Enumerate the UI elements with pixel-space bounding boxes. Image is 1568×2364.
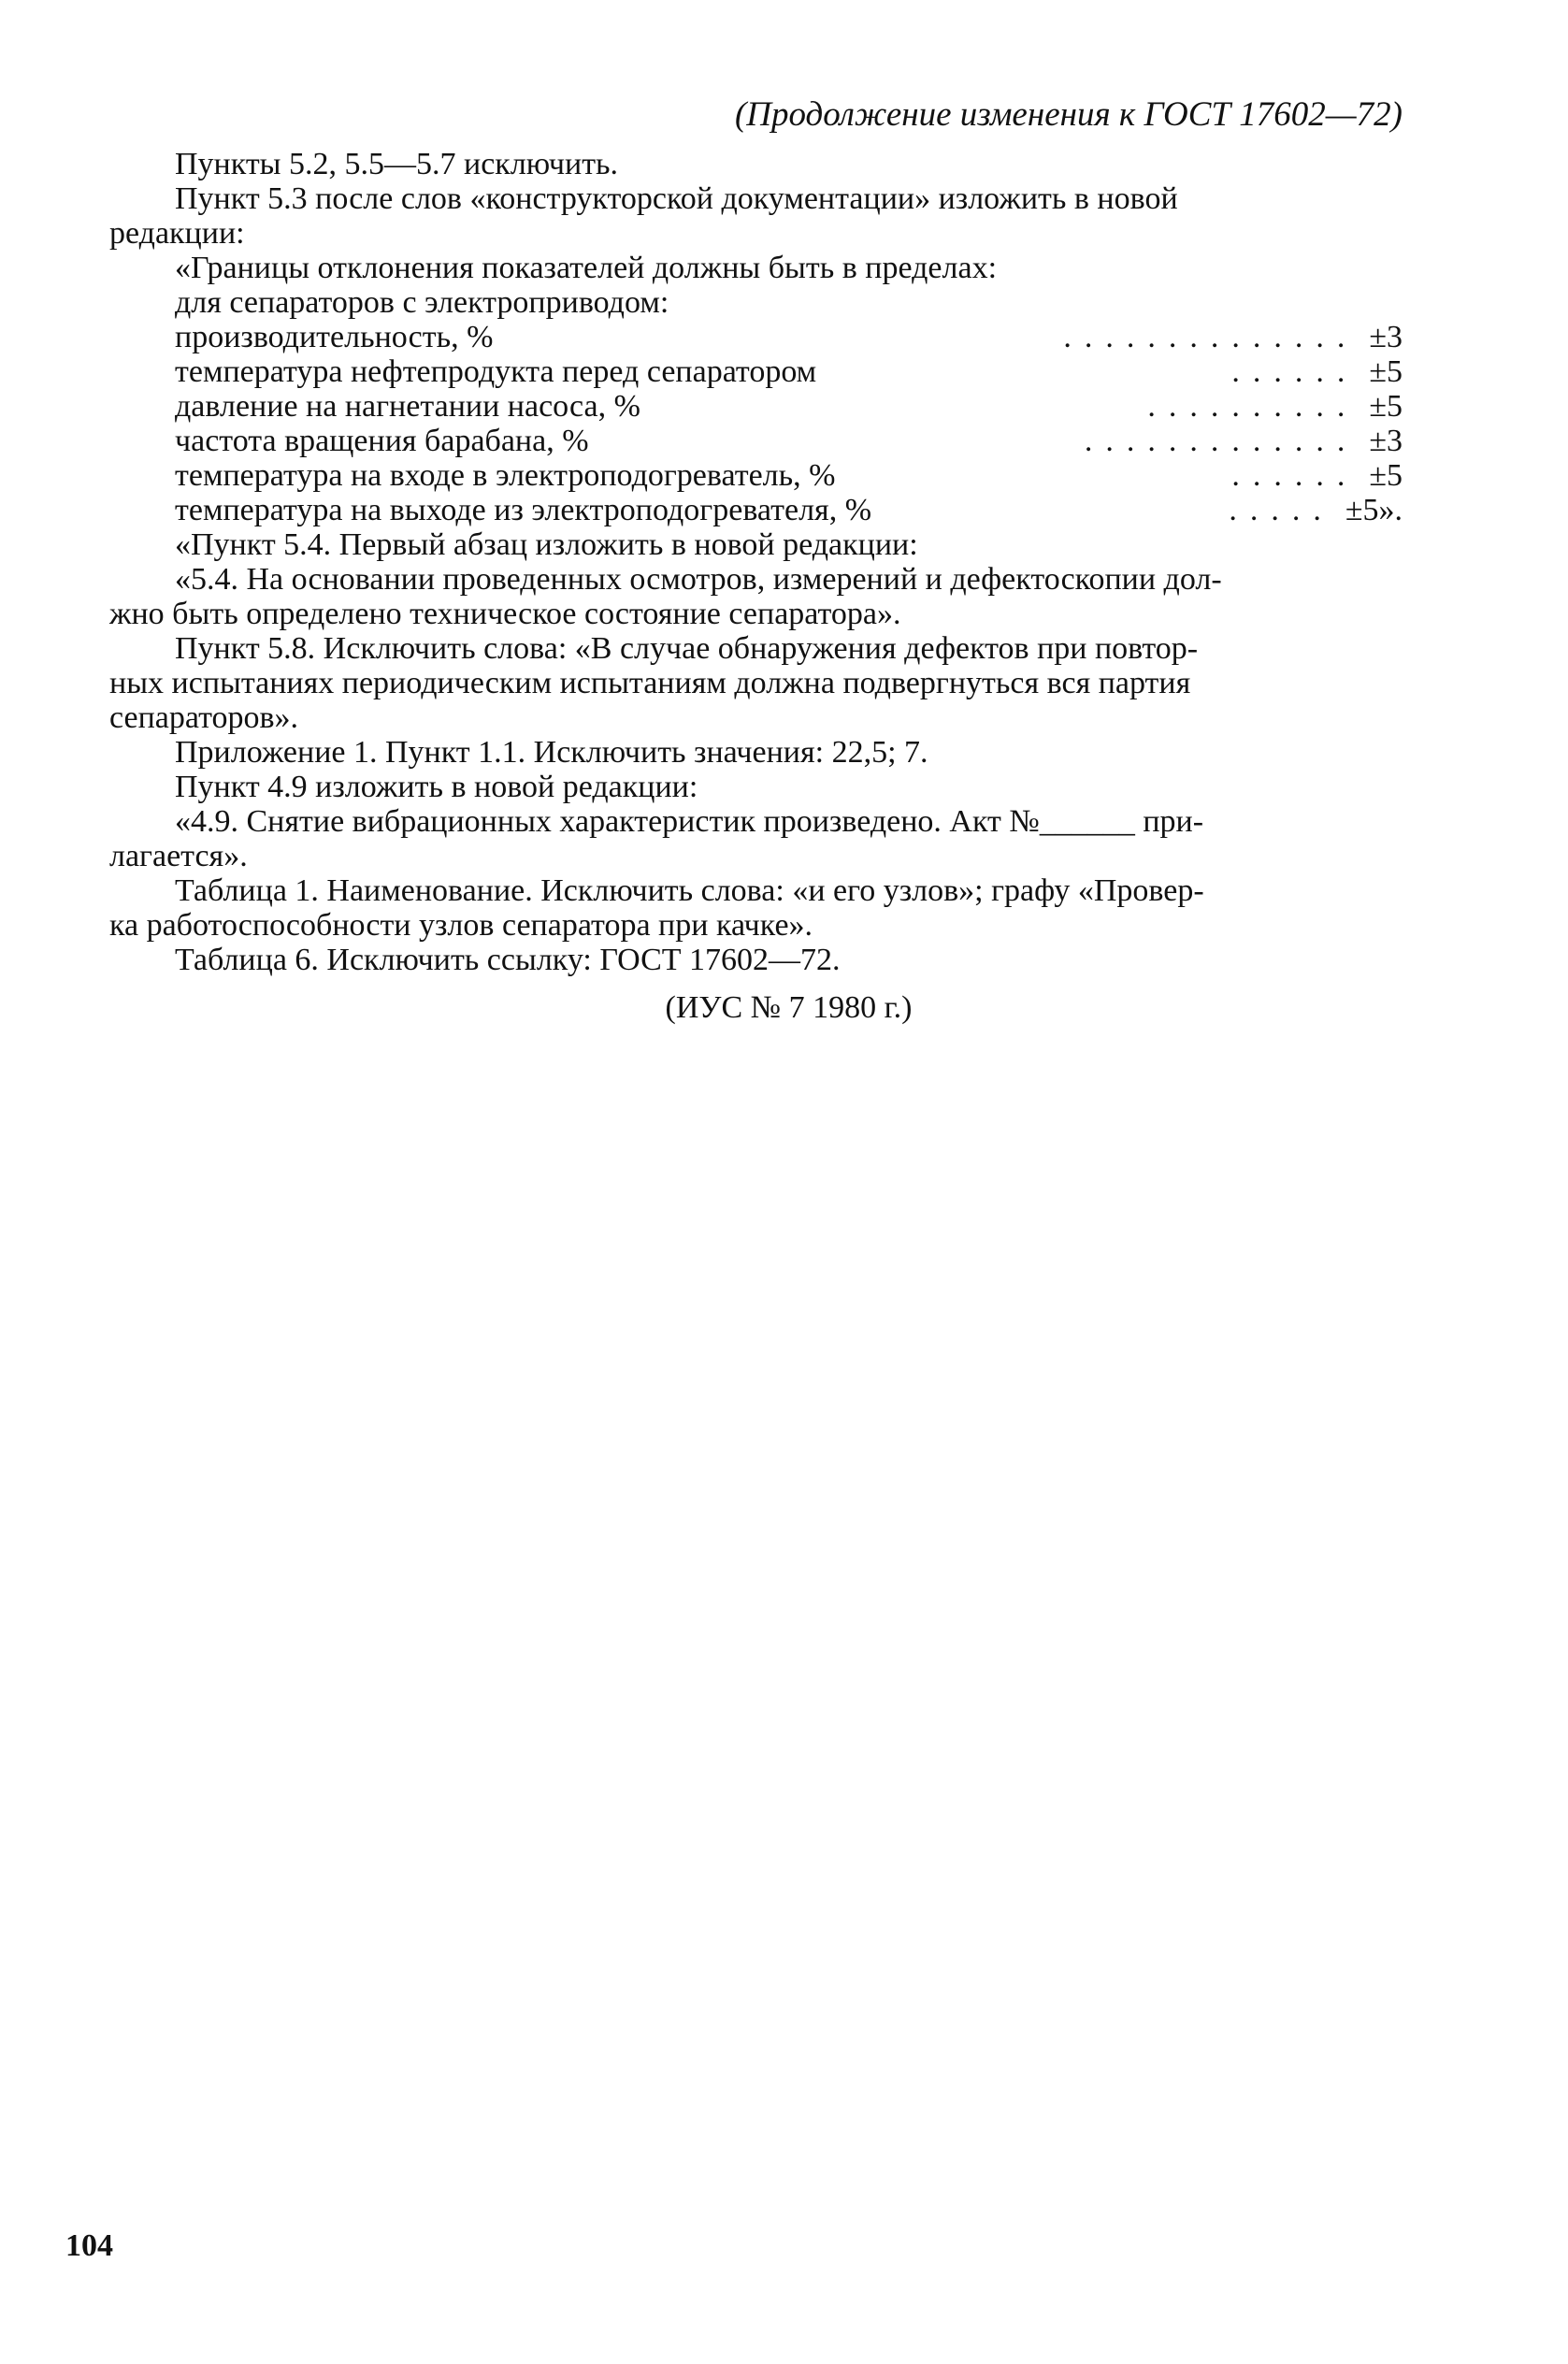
continuation-header: (Продолжение изменения к ГОСТ 17602—72) [734,95,1403,134]
paragraph-items-excluded: Пункты 5.2, 5.5—5.7 исключить. [175,147,619,181]
appendix-paragraph: Приложение 1. Пункт 1.1. Исключить значения: 22,5; 7. [175,735,928,770]
electric-separators-intro: для сепараторов с электроприводом: [175,285,669,320]
tolerance-row [175,493,1403,527]
tolerance-row [175,354,1403,389]
tolerance-label: давление на нагнетании насоса, % [175,389,640,424]
paragraph-5-8-line1: Пункт 5.8. Исключить слова: «В случае обнаружения дефектов при повтор- [175,631,1199,666]
paragraph-5-4-intro: «Пункт 5.4. Первый абзац изложить в новой редакции: [175,527,918,562]
table-1-line1: Таблица 1. Наименование. Исключить слова: «и его узлов»; графу «Провер- [175,873,1204,908]
table-1-line2: ка работоспособности узлов сепаратора при качке». [109,908,813,943]
leader-dots: ..... [1229,493,1334,527]
paragraph-5-3-line1: Пункт 5.3 после слов «конструкторской документации» изложить в новой [175,181,1178,216]
tolerance-row [175,424,1403,458]
leader-dots: .............. [1063,320,1359,354]
tolerance-label: производительность, % [175,320,494,354]
tolerance-row [175,320,1403,354]
paragraph-5-8-line3: сепараторов». [109,700,299,735]
document-content [109,95,1403,1025]
paragraph-4-9-intro: Пункт 4.9 изложить в новой редакции: [175,770,698,804]
paragraph-4-9-line2: лагается». [109,839,248,873]
tolerance-value: ±3 [1369,320,1403,354]
paragraph-5-8-line2: ных испытаниях периодическим испытаниям должна подвергнуться вся партия [109,666,1191,700]
tolerance-row [175,389,1403,424]
leader-dots: ...... [1231,458,1359,493]
tolerance-value: ±5 [1369,354,1403,389]
tolerance-value: ±3 [1369,424,1403,458]
source-reference: (ИУС № 7 1980 г.) [665,990,913,1025]
tolerance-label: температура нефтепродукта перед сепаратором [175,354,817,389]
page-number: 104 [65,2228,113,2263]
tolerance-label: температура на входе в электроподогреватель, % [175,458,836,493]
tolerance-label: частота вращения барабана, % [175,424,589,458]
tolerance-value: ±5 [1369,389,1403,424]
tolerance-list [175,320,1403,527]
paragraph-4-9-line1: «4.9. Снятие вибрационных характеристик произведено. Акт №______ при- [175,804,1204,839]
limits-intro: «Границы отклонения показателей должны быть в пределах: [175,251,998,285]
leader-dots: ............. [1084,424,1359,458]
leader-dots: ...... [1231,354,1359,389]
paragraph-5-4-line1: «5.4. На основании проведенных осмотров, измерений и дефектоскопии дол- [175,562,1222,597]
paragraph-5-3-line2: редакции: [109,216,245,251]
tolerance-row [175,458,1403,493]
tolerance-value: ±5 [1369,458,1403,493]
paragraph-5-4-line2: жно быть определено техническое состояние сепаратора». [109,597,901,631]
table-6-paragraph: Таблица 6. Исключить ссылку: ГОСТ 17602—72. [175,943,841,977]
tolerance-value: ±5». [1345,493,1403,527]
leader-dots: .......... [1147,389,1359,424]
tolerance-label: температура на выходе из электроподогревателя, % [175,493,872,527]
